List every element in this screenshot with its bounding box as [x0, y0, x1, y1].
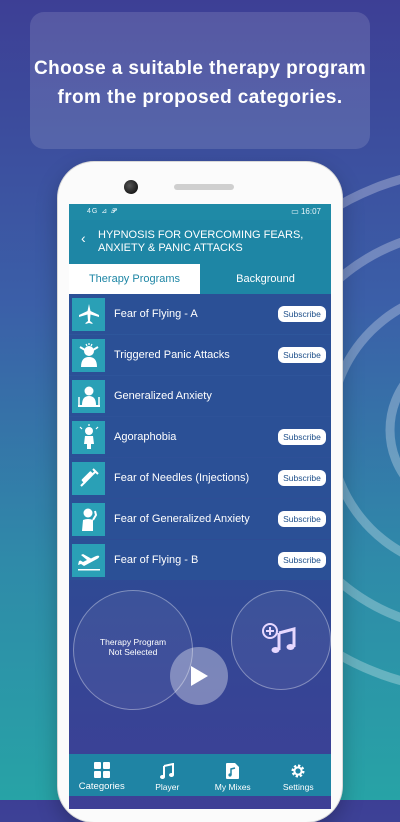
selected-line-2: Not Selected [108, 647, 158, 657]
airplane-icon [72, 298, 105, 331]
selected-program-text [74, 637, 192, 657]
gear-icon [290, 763, 306, 779]
app-header [69, 220, 331, 264]
program-row-fear-of-generalized-anxiety[interactable] [69, 499, 331, 539]
airplane-takeoff-icon [72, 544, 105, 577]
program-label: Generalized Anxiety [114, 390, 212, 402]
subscribe-button[interactable]: Subscribe [278, 470, 326, 486]
program-label: Fear of Generalized Anxiety [114, 513, 250, 525]
camera-icon [124, 180, 138, 194]
banner-line-1: Choose a suitable therapy program [33, 58, 367, 79]
bottom-navigation [69, 754, 331, 796]
subscribe-button[interactable]: Subscribe [278, 511, 326, 527]
subscribe-button[interactable]: Subscribe [278, 306, 326, 322]
worried-person-icon [72, 503, 105, 536]
tab-therapy-programs[interactable]: Therapy Programs [69, 264, 200, 294]
nav-categories[interactable] [69, 754, 135, 796]
battery-icon: ▭ [291, 207, 301, 216]
program-label: Fear of Flying - B [114, 554, 199, 566]
promo-banner [30, 12, 370, 149]
status-bar [69, 204, 331, 220]
selected-line-1: Therapy Program [99, 637, 167, 647]
tab-background[interactable]: Background [200, 264, 331, 294]
stressed-person-icon [72, 339, 105, 372]
program-row-fear-of-flying-a[interactable] [69, 294, 331, 334]
nav-player[interactable] [135, 754, 201, 796]
signal-icon: 4G ⊿ 𝓟 [87, 208, 118, 215]
page-title: HYPNOSIS FOR OVERCOMING FEARS, ANXIETY & PANIC ATTACKS [98, 229, 304, 254]
syringe-icon [72, 462, 105, 495]
subscribe-button[interactable]: Subscribe [278, 429, 326, 445]
program-row-agoraphobia[interactable] [69, 417, 331, 457]
nav-my-mixes[interactable] [200, 754, 266, 796]
play-button[interactable] [170, 647, 228, 705]
program-row-fear-of-needles[interactable] [69, 458, 331, 498]
grid-icon [94, 762, 110, 778]
tab-bar [69, 264, 331, 294]
program-label: Fear of Needles (Injections) [114, 472, 250, 484]
music-file-icon [226, 763, 239, 779]
play-icon [188, 664, 210, 688]
add-music-button[interactable] [231, 590, 331, 690]
program-label: Fear of Flying - A [114, 308, 198, 320]
program-label: Agoraphobia [114, 431, 177, 443]
player-area [69, 584, 331, 754]
banner-line-2: from the proposed categories. [57, 87, 343, 108]
program-list [69, 294, 331, 580]
agoraphobia-person-icon [72, 421, 105, 454]
program-row-generalized-anxiety[interactable] [69, 376, 331, 416]
program-row-triggered-panic-attacks[interactable] [69, 335, 331, 375]
nav-settings[interactable] [266, 754, 332, 796]
anxious-person-icon [72, 380, 105, 413]
phone-frame [58, 162, 342, 822]
add-music-icon [262, 621, 298, 655]
nav-label: My Mixes [214, 782, 251, 792]
program-row-fear-of-flying-b[interactable] [69, 540, 331, 580]
nav-label: Categories [78, 781, 125, 792]
status-time [291, 207, 321, 216]
music-note-icon [160, 763, 174, 779]
clock-text: 16:07 [300, 207, 321, 216]
app-screen [69, 204, 331, 809]
speaker-grill [174, 184, 234, 190]
back-arrow-icon[interactable]: ‹ [81, 230, 86, 246]
subscribe-button[interactable]: Subscribe [278, 347, 326, 363]
subscribe-button[interactable]: Subscribe [278, 552, 326, 568]
program-label: Triggered Panic Attacks [114, 349, 230, 361]
nav-label: Player [155, 782, 180, 792]
nav-label: Settings [282, 782, 314, 792]
